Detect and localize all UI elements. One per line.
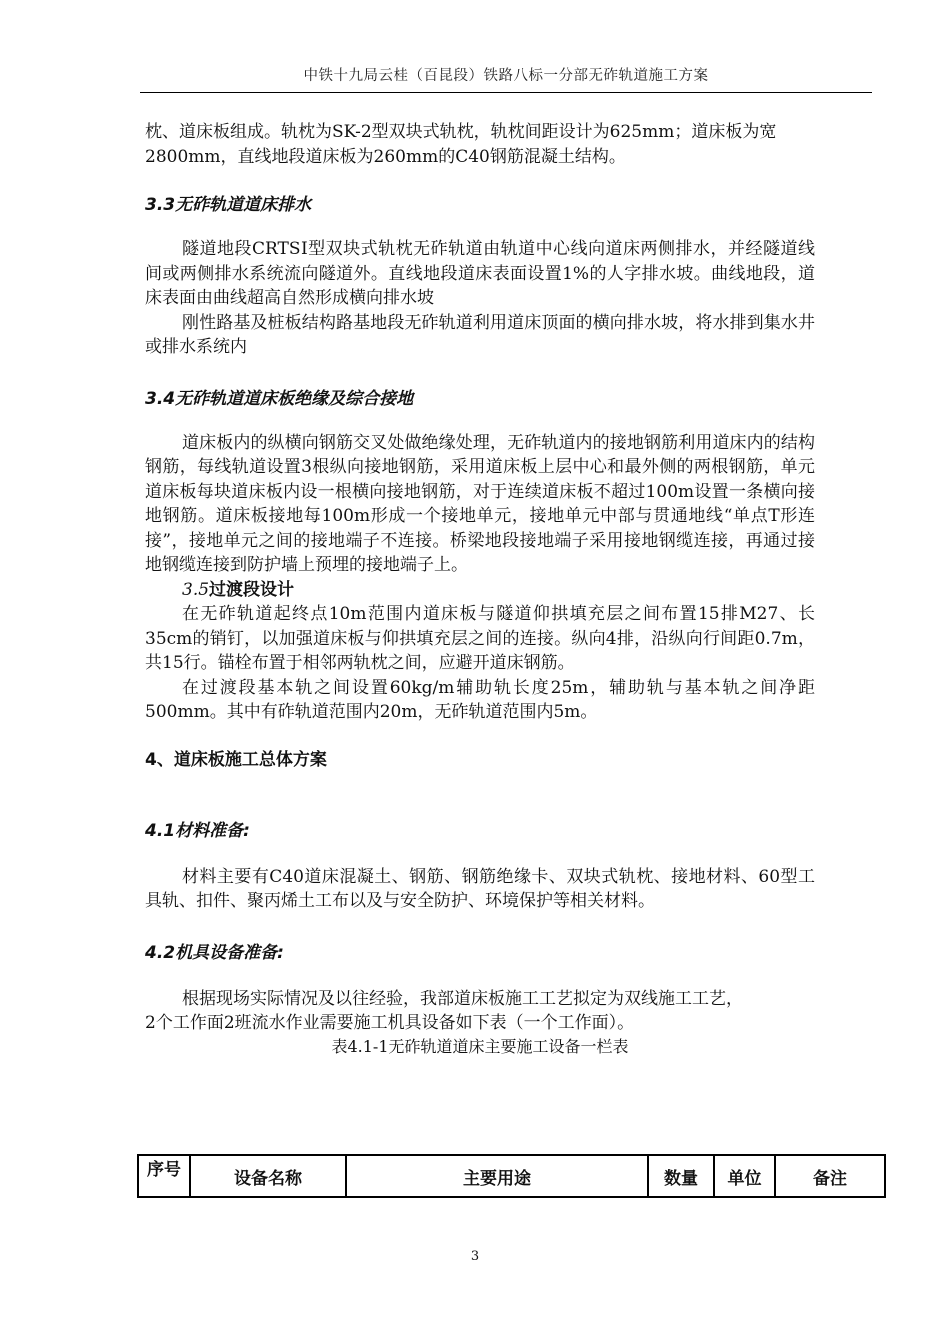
paragraph-4-2-line-1: 根据现场实际情况及以往经验，我部道床板施工工艺拟定为双线施工工艺， — [182, 988, 743, 1009]
header-rule — [140, 92, 872, 93]
paragraph-4-1: 材料主要有C40道床混凝土、钢筋、钢筋绝缘卡、双块式轨枕、接地材料、60型工具轨、扣件、聚丙烯土工布以及与安全防护、环境保护等相关材料。 — [145, 866, 815, 911]
table-header-row — [138, 1155, 885, 1197]
page-number: 3 — [470, 1249, 480, 1264]
heading-3-5-text: 过渡段设计 — [209, 579, 295, 600]
heading-3-3: 3.3无砟轨道道床排水 — [145, 195, 312, 215]
col-header-unit: 单位 — [714, 1155, 775, 1197]
col-header-number: 序号 — [138, 1155, 190, 1197]
heading-3-5-number: 3.5 — [182, 579, 210, 600]
paragraph-4-2-line-2: 2个工作面2班流水作业需要施工机具设备如下表（一个工作面）。 — [145, 1013, 635, 1033]
paragraph-3-5-b: 在过渡段基本轨之间设置60kg/m辅助轨长度25m，辅助轨与基本轨之间净距500mm。其中有砟轨道范围内20m，无砟轨道范围内5m。 — [145, 677, 815, 722]
paragraph-intro-line-1: 枕、道床板组成。轨枕为SK-2型双块式轨枕，轨枕间距设计为625mm；道床板为宽 — [145, 122, 777, 142]
equipment-table — [137, 1154, 886, 1198]
col-header-quantity: 数量 — [648, 1155, 714, 1197]
heading-4-1: 4.1材料准备: — [145, 820, 250, 841]
paragraph-3-4: 道床板内的纵横向钢筋交叉处做绝缘处理，无砟轨道内的接地钢筋利用道床内的结构钢筋，每线轨道设置3根纵向接地钢筋，采用道床板上层中心和最外侧的两根钢筋，单元道床板每块道床板内设一根横向接地钢筋，对于连续道床板不超过100m设置一条横向接地钢筋。道床板接地每100m形成一个接地单元，接地单元中部与贯通地线“单点T形连接”，接地单元之间的接地端子不连接。桥梁地段接地端子采用接地钢缆连接，再通过接地钢缆连接到防护墙上预埋的接地端子上。 — [145, 432, 815, 575]
paragraph-3-3-b: 刚性路基及桩板结构路基地段无砟轨道利用道床顶面的横向排水坡，将水排到集水井或排水系统内 — [145, 312, 815, 357]
paragraph-3-3-a: 隧道地段CRTSⅠ型双块式轨枕无砟轨道由轨道中心线向道床两侧排水，并经隧道线间或两侧排水系统流向隧道外。直线地段道床表面设置1%的人字排水坡。曲线地段，道床表面由曲线超高自然形成横向排水坡 — [145, 239, 815, 308]
heading-4: 4、道床板施工总体方案 — [145, 749, 327, 770]
paragraph-intro-line-2: 2800mm，直线地段道床板为260mm的C40钢筋混凝土结构。 — [145, 146, 626, 167]
heading-3-5 — [145, 578, 815, 603]
heading-3-4: 3.4无砟轨道道床板绝缘及综合接地 — [145, 388, 414, 409]
running-header: 中铁十九局云桂（百昆段）铁路八标一分部无砟轨道施工方案 — [303, 68, 709, 84]
col-header-equipment-name: 设备名称 — [190, 1155, 346, 1197]
col-header-remarks: 备注 — [775, 1155, 885, 1197]
paragraph-3-5-a: 在无砟轨道起终点10m范围内道床板与隧道仰拱填充层之间布置15排M27、长35cm的销钉，以加强道床板与仰拱填充层之间的连接。纵向4排，沿纵向行间距0.7m，共15行。锚栓布置于相邻两轨枕之间，应避开道床钢筋。 — [145, 604, 815, 673]
col-header-main-use: 主要用途 — [346, 1155, 648, 1197]
table-caption: 表4.1-1无砟轨道道床主要施工设备一栏表 — [331, 1036, 629, 1056]
heading-4-2: 4.2机具设备准备: — [145, 942, 284, 963]
body-content — [145, 120, 815, 1058]
